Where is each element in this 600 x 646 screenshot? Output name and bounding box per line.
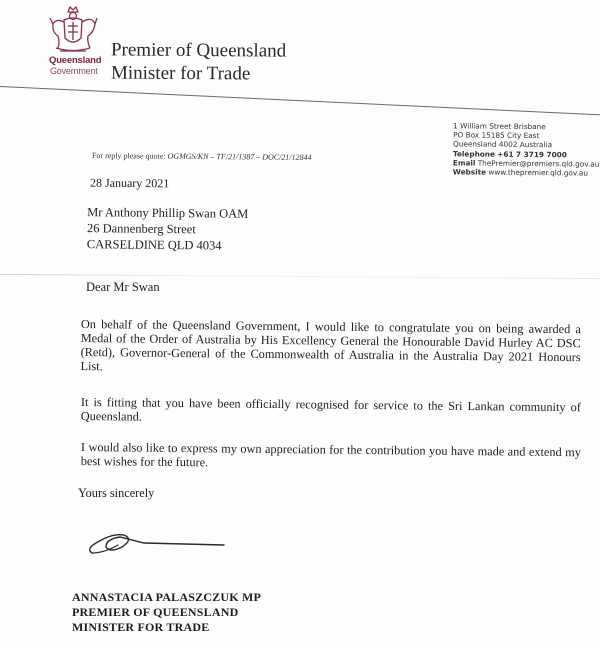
closing: Yours sincerely — [78, 486, 155, 500]
signatory-title: MINISTER FOR TRADE — [72, 620, 210, 634]
logo-text-queensland: Queensland — [49, 55, 102, 66]
letterhead-title: Premier of Queensland — [110, 39, 287, 62]
recipient-name: Mr Anthony Phillip Swan OAM — [87, 205, 249, 221]
signatory-block — [72, 590, 261, 635]
letter-date: 28 January 2021 — [89, 175, 170, 191]
logo-text-government: Government — [50, 66, 98, 76]
address-line: PO Box 15185 City East — [453, 130, 540, 141]
handwritten-signature — [84, 527, 234, 557]
address-line: Queensland 4002 Australia — [453, 139, 553, 150]
letterhead-subtitle: Minister for Trade — [110, 62, 251, 85]
body-paragraph: On behalf of the Queensland Government, I would like to congratulate you on being awarded a Medal of the Order of Australia by His Excellency General the Honourable David Hurley AC DSC (Retd), Governor-General of the Commonwealth of Australia in the Australia Day 2021 Honours List. — [80, 317, 581, 374]
salutation: Dear Mr Swan — [86, 280, 160, 294]
signatory-name: ANNASTACIA PALASZCZUK MP — [72, 590, 262, 604]
telephone-value: +61 7 3719 7000 — [497, 149, 567, 159]
email-value[interactable]: ThePremier@premiers.qld.gov.au — [477, 158, 600, 169]
header-divider — [0, 86, 600, 116]
website-line — [453, 167, 600, 177]
reference-label: For reply please quote: — [91, 151, 166, 161]
website-label: Website — [452, 167, 487, 177]
recipient-street: 26 Dannenberg Street — [86, 221, 196, 237]
website-value[interactable]: www.thepremier.qld.gov.au — [488, 167, 589, 178]
body-paragraph: I would also like to express my own appreciation for the contribution you have made and extend my best wishes for the future. — [80, 440, 581, 470]
recipient-locality: CARSELDINE QLD 4034 — [86, 237, 222, 253]
reference-value: OGMGS/KN – TF/21/1387 – DOC/21/12844 — [167, 151, 312, 162]
address-block — [453, 121, 600, 177]
telephone-label: Telephone — [452, 148, 495, 159]
recipient-address — [87, 204, 249, 254]
reference-line — [92, 151, 312, 162]
email-label: Email — [452, 158, 476, 168]
signatory-title: PREMIER OF QUEENSLAND — [72, 605, 239, 619]
paper-fold-line — [0, 274, 600, 279]
body-paragraph: It is fitting that you have been officially recognised for service to the Sri Lankan community of Queensland. — [80, 395, 581, 424]
queensland-coat-of-arms-icon — [48, 4, 98, 56]
address-line: 1 William Street Brisbane — [453, 121, 546, 132]
